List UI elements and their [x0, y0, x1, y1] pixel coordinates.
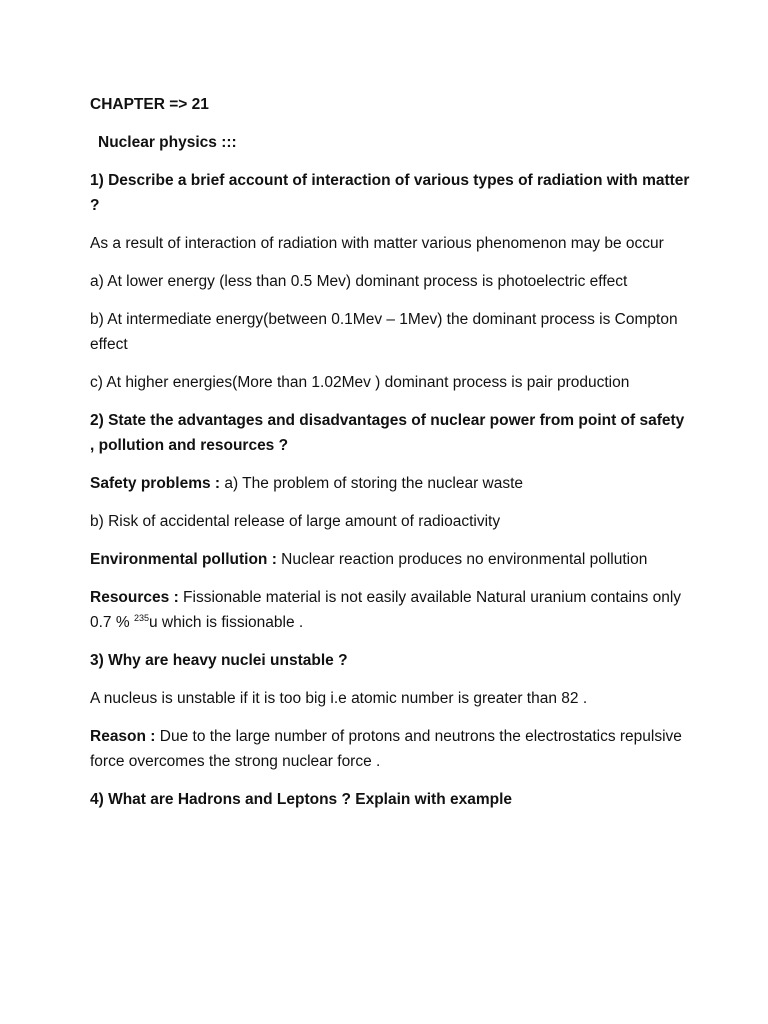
reason-text: Due to the large number of protons and neutrons the electrostatics repulsive force overcomes the strong nuclear force .: [90, 728, 682, 770]
answer-1-item-a: a) At lower energy (less than 0.5 Mev) dominant process is photoelectric effect: [90, 273, 628, 290]
safety-item-b: b) Risk of accidental release of large amount of radioactivity: [90, 513, 501, 530]
safety-label: Safety problems :: [90, 475, 221, 492]
question-4: 4) What are Hadrons and Leptons ? Explain with example: [90, 791, 513, 808]
reason-label: Reason :: [90, 728, 156, 745]
reason-paragraph: [90, 724, 690, 774]
resources-label: Resources :: [90, 589, 179, 606]
safety-paragraph: [90, 471, 690, 496]
answer-3: A nucleus is unstable if it is too big i.e atomic number is greater than 82 .: [90, 690, 588, 707]
chapter-heading: CHAPTER => 21: [90, 96, 209, 113]
resources-paragraph: [90, 585, 690, 635]
resources-text-1: Fissionable material is not easily available Natural uranium contains only 0.7 %: [90, 589, 682, 631]
environment-text: Nuclear reaction produces no environmental pollution: [276, 551, 648, 568]
document-page: [90, 92, 690, 825]
question-1: 1) Describe a brief account of interaction of various types of radiation with matter ?: [90, 172, 690, 214]
question-2: 2) State the advantages and disadvantages of nuclear power from point of safety , pollution and resources ?: [90, 412, 685, 454]
resources-text-2: u which is fissionable .: [148, 614, 304, 631]
environment-label: Environmental pollution :: [90, 551, 277, 568]
environment-paragraph: [90, 547, 690, 572]
answer-1-item-b: b) At intermediate energy(between 0.1Mev – 1Mev) the dominant process is Compton effect: [90, 311, 678, 353]
answer-1-intro: As a result of interaction of radiation with matter various phenomenon may be occur: [90, 235, 664, 252]
isotope-superscript: 235: [133, 612, 149, 623]
answer-1-item-c: c) At higher energies(More than 1.02Mev ) dominant process is pair production: [90, 374, 630, 391]
subject-heading: Nuclear physics :::: [98, 134, 237, 151]
safety-item-a: a) The problem of storing the nuclear waste: [220, 475, 524, 492]
question-3: 3) Why are heavy nuclei unstable ?: [90, 652, 348, 669]
